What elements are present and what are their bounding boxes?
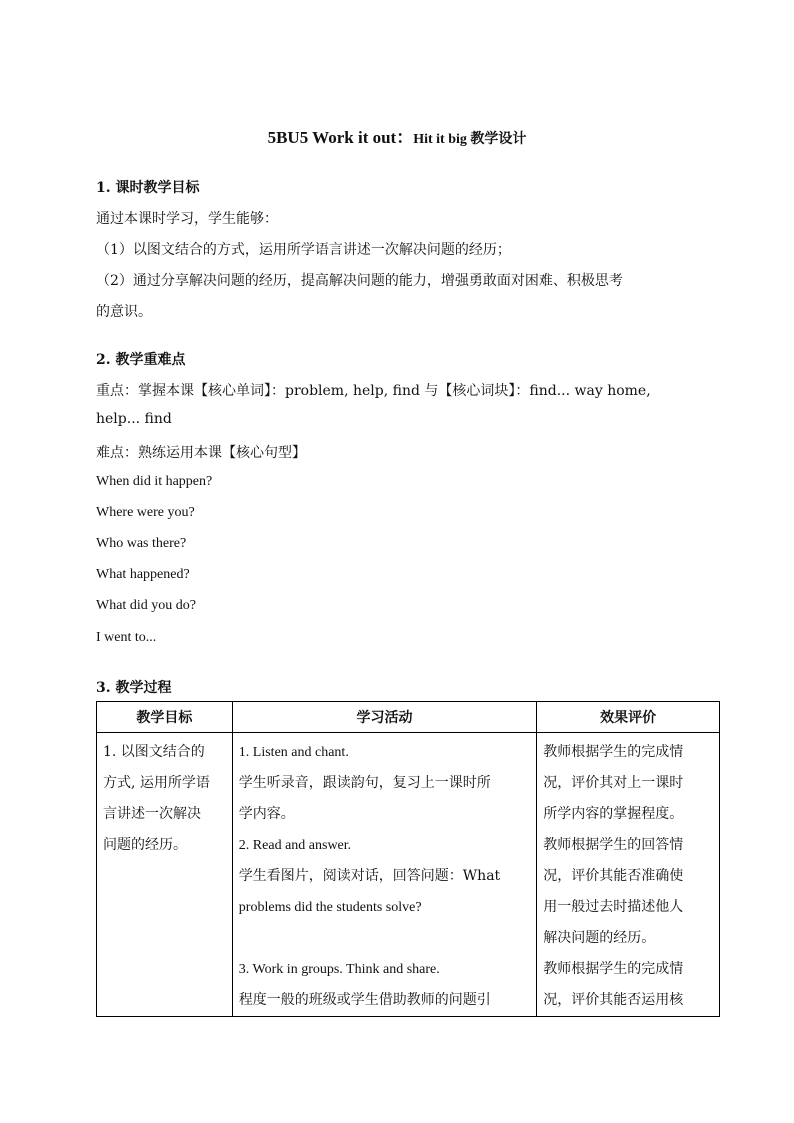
teaching-process-table <box>96 701 720 1017</box>
section1-heading: 1. 课时教学目标 <box>96 180 200 196</box>
evaluation-line: 解决问题的经历。 <box>543 930 656 946</box>
activity-3-title: 3. Work in groups. Think and share. <box>238 962 440 977</box>
document-title <box>0 123 794 148</box>
header-activity: 学习活动 <box>232 702 536 733</box>
goal-2-line1: （2）通过分享解决问题的经历，提高解决问题的能力，增强勇敢面对困难、积极思考 <box>96 273 623 289</box>
goal-text-line: 言讲述一次解决 <box>103 806 201 822</box>
goal-cell <box>97 733 233 1017</box>
activity-2-text: 学生看图片，阅读对话，回答问题：What <box>238 868 501 884</box>
goal-text-line: 问题的经历。 <box>103 837 187 853</box>
difficult-points: 难点：熟练运用本课【核心句型】 <box>96 445 306 461</box>
title-sub: Hit it big 教学设计 <box>413 132 527 147</box>
key-points-line1: 重点：掌握本课【核心单词】：problem, help, find 与【核心词块】：find... way home, <box>96 383 651 399</box>
section3-heading: 3. 教学过程 <box>96 680 172 696</box>
activity-1-text: 学生听录音，跟读韵句，复习上一课时所 <box>238 775 491 791</box>
section1-intro: 通过本课时学习，学生能够： <box>96 211 278 227</box>
sentence-1: When did it happen? <box>96 474 213 489</box>
sentence-3: Who was there? <box>96 536 187 551</box>
evaluation-line: 况，评价其能否运用核 <box>543 992 684 1008</box>
activity-2-title: 2. Read and answer. <box>238 838 352 853</box>
evaluation-line: 况，评价其对上一课时 <box>543 775 684 791</box>
evaluation-cell <box>537 733 720 1017</box>
activity-2-text: problems did the students solve? <box>238 900 422 915</box>
section2-heading: 2. 教学重难点 <box>96 352 186 368</box>
header-goal: 教学目标 <box>97 702 233 733</box>
title-main: 5BU5 Work it out： <box>267 128 414 147</box>
table-row <box>97 733 720 1017</box>
activity-cell <box>232 733 536 1017</box>
evaluation-line: 教师根据学生的完成情 <box>543 744 684 760</box>
goal-text-line: 方式, 运用所学语 <box>103 775 210 791</box>
evaluation-line: 教师根据学生的完成情 <box>543 961 684 977</box>
activity-1-title: 1. Listen and chant. <box>238 745 349 760</box>
sentence-4: What happened? <box>96 567 190 582</box>
evaluation-line: 教师根据学生的回答情 <box>543 837 684 853</box>
sentence-2: Where were you? <box>96 505 195 520</box>
table-header-row <box>97 702 720 733</box>
evaluation-line: 所学内容的掌握程度。 <box>543 806 684 822</box>
sentence-5: What did you do? <box>96 598 196 613</box>
evaluation-line: 用一般过去时描述他人 <box>543 899 684 915</box>
goal-1: （1）以图文结合的方式，运用所学语言讲述一次解决问题的经历； <box>96 242 511 258</box>
activity-1-text: 学内容。 <box>238 806 295 822</box>
header-evaluation: 效果评价 <box>537 702 720 733</box>
goal-2-line2: 的意识。 <box>96 304 152 320</box>
sentence-6: I went to... <box>96 630 157 645</box>
goal-text-line: 1. 以图文结合的 <box>103 744 205 760</box>
evaluation-line: 况，评价其能否准确使 <box>543 868 684 884</box>
activity-3-text: 程度一般的班级或学生借助教师的问题引 <box>238 992 491 1008</box>
key-points-line2: help... find <box>96 411 172 427</box>
